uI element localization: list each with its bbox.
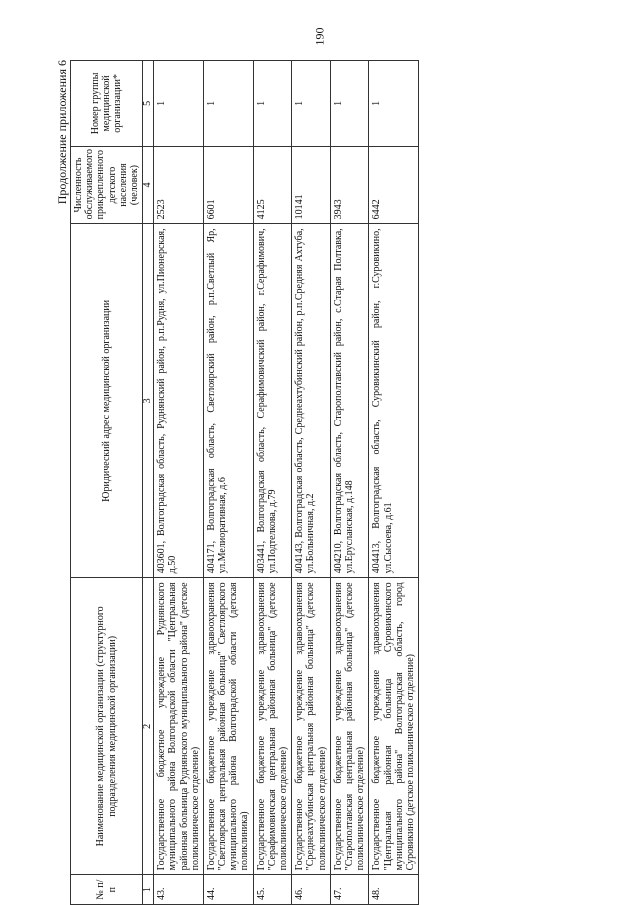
header-population: Численность обслуживаемого прикрепленного детского населения (человек) <box>71 146 143 224</box>
organization-name: Государственное бюджетное учреждение Руднянского муниципального района Волгоградской области "Центральная районная больница Руднянского муниципального района" (детское поликлиническое отделение) <box>154 578 204 875</box>
organization-name: Государственное бюджетное учреждение здравоохранения "Старополтавская центральная районная больница" (детское поликлиническое отделение) <box>330 578 369 875</box>
page-number-text: 190 <box>312 27 327 45</box>
row-number: 44. <box>203 875 253 905</box>
population-count: 6601 <box>203 146 253 224</box>
legal-address: 404210, Волгоградская область, Старополтавский район, с.Старая Полтавка, ул.Ерусланская, д.148 <box>330 224 369 578</box>
table-row <box>369 61 419 905</box>
legal-address: 404413, Волгоградская область, Суровикинский район, г.Суровикино, ул.Сысоева, д.61 <box>369 224 419 578</box>
rotated-document-sheet <box>55 60 590 905</box>
column-number: 2 <box>143 578 154 875</box>
population-count: 4125 <box>253 146 292 224</box>
column-number: 4 <box>143 146 154 224</box>
group-number: 1 <box>369 61 419 147</box>
organization-name: Государственное бюджетное учреждение здравоохранения "Среднеахтубинская центральная районная больница" (детское поликлиническое отделение) <box>292 578 331 875</box>
row-number: 45. <box>253 875 292 905</box>
organization-name: Государственное бюджетное учреждение здравоохранения "Серафимовичская центральная районная больница" (детское поликлиническое отделение) <box>253 578 292 875</box>
continuation-label: Продолжение приложения 6 <box>55 60 69 205</box>
population-count: 10141 <box>292 146 331 224</box>
header-number: № п/п <box>71 875 143 905</box>
header-group: Номер группы медицинской организации* <box>71 61 143 147</box>
population-count: 2523 <box>154 146 204 224</box>
group-number: 1 <box>154 61 204 147</box>
table-row <box>330 61 369 905</box>
table-row <box>203 61 253 905</box>
page-number <box>300 16 340 56</box>
legal-address: 403601, Волгоградская область, Руднянский район, р.п.Рудня, ул.Пионерская, д.50 <box>154 224 204 578</box>
header-address: Юридический адрес медицинской организации <box>71 224 143 578</box>
header-name: Наименование медицинской организации (структурного подразделения медицинской организации) <box>71 578 143 875</box>
legal-address: 404171, Волгоградская область, Светлоярский район, р.п.Светлый Яр, ул.Мелиоративная, д.6 <box>203 224 253 578</box>
group-number: 1 <box>203 61 253 147</box>
row-number: 47. <box>330 875 369 905</box>
row-number: 43. <box>154 875 204 905</box>
group-number: 1 <box>330 61 369 147</box>
row-number: 46. <box>292 875 331 905</box>
table-row <box>292 61 331 905</box>
column-number: 1 <box>143 875 154 905</box>
table-row <box>154 61 204 905</box>
organization-name: Государственное бюджетное учреждение здравоохранения "Светлоярская центральная районная больница" Светлоярского муниципального района Волгоградской области (детская поликлиника) <box>203 578 253 875</box>
population-count: 6442 <box>369 146 419 224</box>
group-number: 1 <box>253 61 292 147</box>
column-number: 3 <box>143 224 154 578</box>
medical-organizations-table <box>70 60 419 905</box>
group-number: 1 <box>292 61 331 147</box>
population-count: 3943 <box>330 146 369 224</box>
row-number: 48. <box>369 875 419 905</box>
table-row <box>253 61 292 905</box>
organization-name: Государственное бюджетное учреждение здравоохранения "Центральная районная больница Суровикинского муниципального района" Волгоградская область, город Суровикино (детское поликлиническое отделение) <box>369 578 419 875</box>
table-header-row <box>71 61 143 905</box>
column-number-row <box>143 61 154 905</box>
legal-address: 404143, Волгоградская область, Среднеахтубинский район, р.п.Средняя Ахтуба, ул.Больничная, д.2 <box>292 224 331 578</box>
column-number: 5 <box>143 61 154 147</box>
legal-address: 403441, Волгоградская область, Серафимовичский район, г.Серафимович, ул.Подтелкова, д.79 <box>253 224 292 578</box>
